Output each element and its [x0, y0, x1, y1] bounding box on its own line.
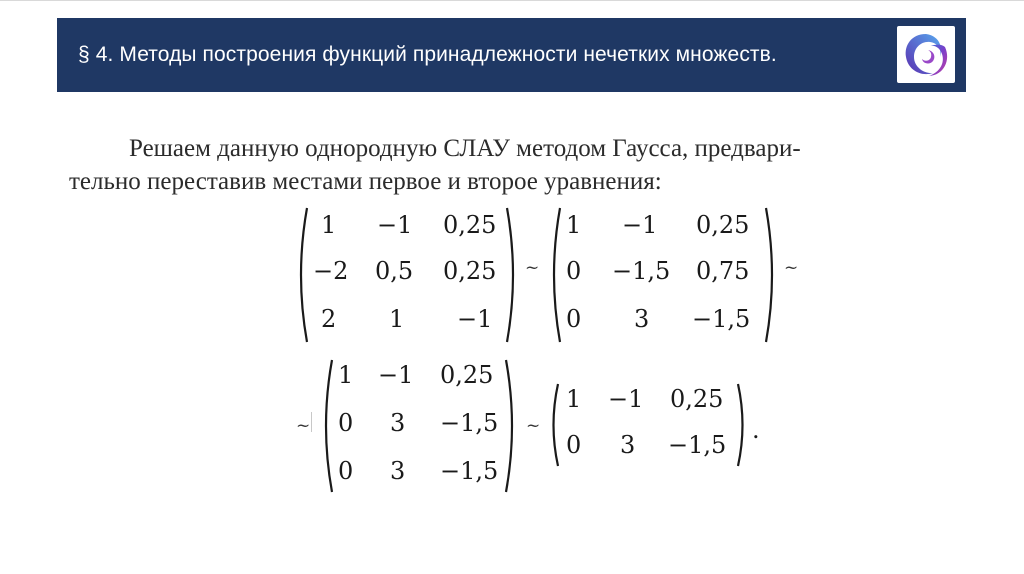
matrix-3-cell: −1 — [378, 361, 414, 389]
matrix-4 — [546, 381, 750, 469]
matrix-3-cell: 3 — [390, 457, 406, 485]
matrix-2 — [546, 205, 780, 345]
paragraph-line-1: Решаем данную однородную СЛАУ методом Гаусса, предвари- — [129, 135, 801, 162]
matrix-3 — [318, 357, 520, 495]
matrix-2-cell: −1,5 — [692, 305, 751, 333]
matrix-1-cell: 2 — [321, 305, 337, 333]
matrix-2-cell: 0,75 — [696, 257, 750, 285]
matrix-1-cell: −2 — [313, 257, 349, 285]
matrix-4-cell: 1 — [566, 385, 582, 413]
slide-title: § 4. Методы построения функций принадлежности нечетких множеств. — [78, 43, 777, 66]
formula-period: . — [752, 416, 760, 444]
matrix-4-cell: 0,25 — [670, 385, 724, 413]
matrix-2-cell: 1 — [566, 211, 582, 239]
title-bar — [57, 18, 966, 92]
matrix-1-cell: −1 — [457, 305, 493, 333]
matrix-1-cell: 1 — [321, 211, 337, 239]
matrix-1-cell: −1 — [377, 211, 413, 239]
slide-top-border — [0, 0, 1024, 1]
matrix-1-cell: 0,25 — [443, 257, 497, 285]
matrix-3-cell: −1,5 — [440, 457, 499, 485]
matrix-2-cell: −1 — [622, 211, 658, 239]
matrix-2-cell: 0 — [566, 257, 582, 285]
matrix-1-cell: 0,25 — [443, 211, 497, 239]
matrix-4-cell: 0 — [566, 431, 582, 459]
equivalence-tilde-2: ~ — [784, 258, 799, 278]
matrix-3-cell: 1 — [338, 361, 354, 389]
matrix-3-cell: 3 — [390, 409, 406, 437]
matrix-2-cell: 0 — [566, 305, 582, 333]
paragraph-line-2: тельно переставив местами первое и второе уравнения: — [69, 168, 662, 195]
tilde-guide-mark — [311, 412, 312, 432]
matrix-2-cell: −1,5 — [612, 257, 671, 285]
matrix-3-cell: 0 — [338, 457, 354, 485]
matrix-2-cell: 0,25 — [696, 211, 750, 239]
swirl-logo-icon — [897, 26, 955, 83]
matrix-4-cell: 3 — [620, 431, 636, 459]
equivalence-tilde-4: ~ — [526, 416, 541, 436]
matrix-4-cell: −1,5 — [668, 431, 727, 459]
matrix-4-cell: −1 — [608, 385, 644, 413]
matrix-1-cell: 1 — [389, 305, 405, 333]
matrix-1 — [293, 205, 521, 345]
matrix-3-cell: 0,25 — [440, 361, 494, 389]
equivalence-tilde-3: ~ — [296, 416, 311, 436]
equivalence-tilde-1: ~ — [525, 258, 540, 278]
matrix-1-cell: 0,5 — [375, 257, 414, 285]
matrix-3-cell: −1,5 — [440, 409, 499, 437]
matrix-3-cell: 0 — [338, 409, 354, 437]
matrix-2-cell: 3 — [634, 305, 650, 333]
